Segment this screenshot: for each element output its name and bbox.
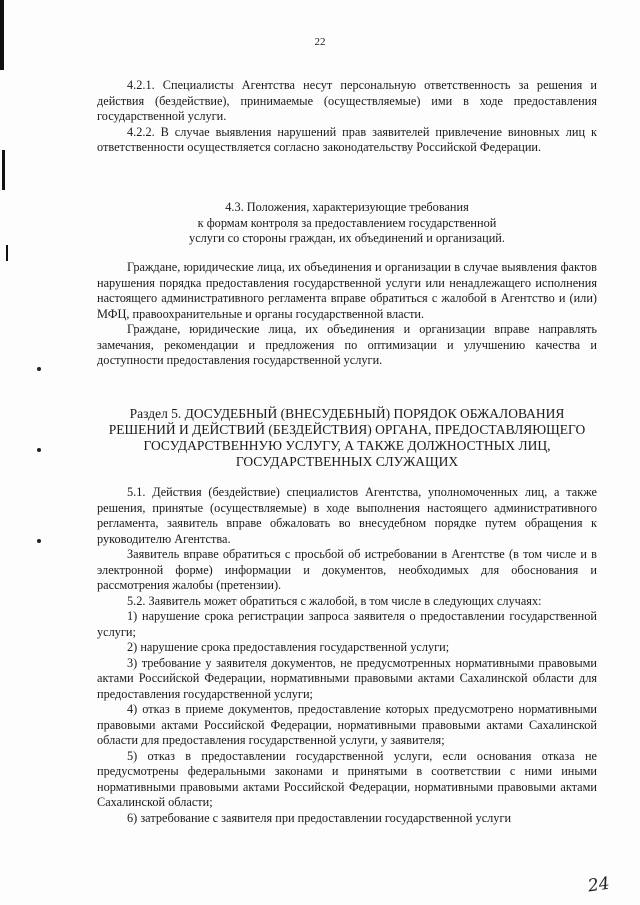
heading-4-3-line2: к формам контроля за предоставлением государственной: [197, 215, 497, 230]
list-item-6: 6) затребование с заявителя при предоставлении государственной услуги: [127, 810, 512, 825]
section-5-title: [97, 406, 597, 470]
section-5-body: [97, 485, 597, 826]
section-4-2: [97, 78, 597, 156]
heading-4-3: [97, 200, 597, 247]
paragraph-5-1: 5.1. Действия (бездействие) специалистов Агентства, уполномоченных лиц, а также решения, принятые (осуществляемые) в ходе выполнения настоящего административного регламента, заявитель вправе обжаловать во внесудебном порядке путем обращения к руководителю Агентства.: [97, 485, 597, 546]
heading-4-3-line3: услуги со стороны граждан, их объединений и организаций.: [189, 231, 505, 245]
list-item-5: 5) отказ в предоставлении государственной услуги, если основания отказа не предусмотрены федеральными законами и принятыми в соответствии с ними иными нормативными правовыми актами Российской Федерации, нормативными правовыми актами Сахалинской области;: [97, 748, 597, 809]
paragraph-5-2: 5.2. Заявитель может обратиться с жалобой, в том числе в следующих случаях:: [127, 593, 542, 608]
scan-dot: [37, 367, 41, 371]
heading-4-3-line1: 4.3. Положения, характеризующие требования: [225, 200, 469, 214]
scan-dot: [37, 448, 41, 452]
list-item-1: 1) нарушение срока регистрации запроса заявителя о предоставлении государственной услуги;: [97, 609, 597, 639]
list-item-3: 3) требование у заявителя документов, не предусмотренных нормативными правовыми актами Российской Федерации, нормативными правовыми актами Сахалинской области для предоставления государственной услуги;: [97, 655, 597, 701]
scan-artifact: [0, 0, 4, 70]
page-number: 22: [314, 36, 326, 48]
scan-artifact: [6, 245, 8, 261]
paragraph-4-2-1: 4.2.1. Специалисты Агентства несут персональную ответственность за решения и действия (бездействие), принимаемые (осуществляемые) ими в ходе предоставления государственной услуги.: [97, 78, 597, 123]
scan-dot: [37, 539, 41, 543]
handwritten-page-number: 24: [586, 873, 611, 897]
paragraph-citizens-2: Граждане, юридические лица, их объединения и организации вправе направлять замечания, рекомендации и предложения по оптимизации и улучшению качества и доступности предоставления государственной услуги.: [97, 322, 597, 367]
list-item-4: 4) отказ в приеме документов, предоставление которых предусмотрено нормативными правовыми актами Российской Федерации, нормативными правовыми актами Сахалинской области для предоставления государственной услуги, у заявителя;: [97, 702, 597, 747]
paragraph-4-2-2: 4.2.2. В случае выявления нарушений прав заявителей привлечение виновных лиц к ответственности осуществляется согласно законодательству Российской Федерации.: [97, 124, 597, 154]
list-item-2: 2) нарушение срока предоставления государственной услуги;: [127, 640, 450, 654]
paragraph-5-1b: Заявитель вправе обратиться с просьбой об истребовании в Агентстве (в том числе и в электронной форме) информации и документов, необходимых для обоснования и рассмотрения жалобы (претензии).: [97, 547, 597, 592]
section-5-title-line1: Раздел 5. ДОСУДЕБНЫЙ (ВНЕСУДЕБНЫЙ) ПОРЯДОК ОБЖАЛОВАНИЯ: [129, 406, 565, 421]
paragraph-citizens-1: Граждане, юридические лица, их объединения и организации в случае выявления фактов нарушения порядка предоставления государственной услуги или ненадлежащего исполнения настоящего административного регламента вправе обратиться с жалобой в Агентство и (или) МФЦ, правоохранительные и органы государственной власти.: [97, 260, 597, 321]
section-5-title-line2: РЕШЕНИЙ И ДЕЙСТВИЙ (БЕЗДЕЙСТВИЯ) ОРГАНА, ПРЕДОСТАВЛЯЮЩЕГО: [108, 422, 586, 437]
section-4-3-body: [97, 260, 597, 369]
section-5-title-line4: ГОСУДАРСТВЕННЫХ СЛУЖАЩИХ: [235, 454, 459, 469]
scan-artifact: [2, 150, 5, 190]
section-5-title-line3: ГОСУДАРСТВЕННУЮ УСЛУГУ, А ТАКЖЕ ДОЛЖНОСТНЫХ ЛИЦ,: [143, 438, 551, 453]
